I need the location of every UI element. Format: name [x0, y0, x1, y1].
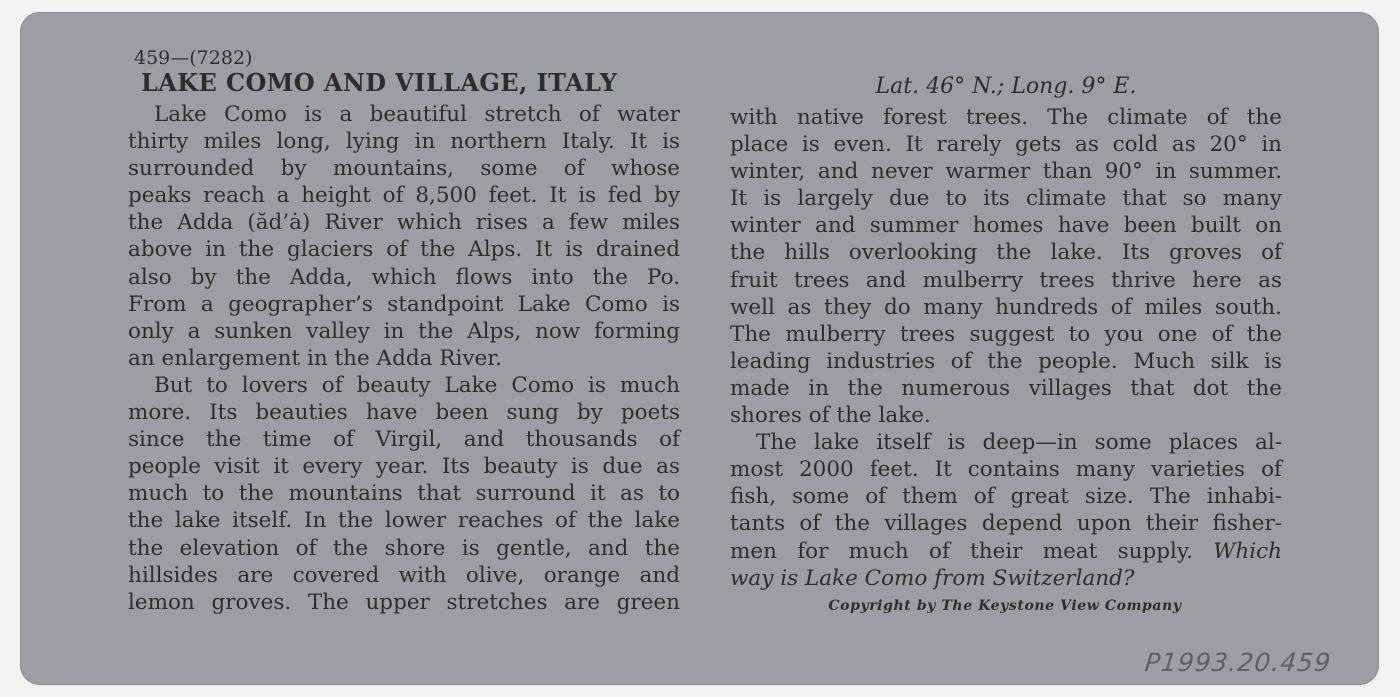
text-line: the hills overlooking the lake. Its groves of	[730, 240, 1282, 266]
text-line: people visit it every year. Its beauty is due as	[128, 454, 680, 480]
text-line: an enlargement in the Adda River.	[128, 345, 502, 371]
text-line: surrounded by mountains, some of whose	[128, 156, 680, 182]
text-line: leading industries of the people. Much silk is	[730, 348, 1282, 374]
catalog-number: 459—(7282)	[134, 47, 253, 69]
right-column-text	[730, 104, 1282, 592]
text-line: also by the Adda, which flows into the Po.	[128, 264, 680, 290]
text-line: well as they do many hundreds of miles south.	[730, 294, 1282, 320]
text-line: The lake itself is deep—in some places al-	[756, 430, 1282, 456]
question-text-start: Which	[1213, 538, 1282, 564]
left-column-text	[128, 101, 680, 616]
text-line: the lake itself. In the lower reaches of the lake	[128, 508, 680, 534]
text-line: peaks reach a height of 8,500 feet. It is fed by	[128, 183, 680, 209]
text-line: most 2000 feet. It contains many varieties of	[730, 457, 1282, 483]
text-line: fruit trees and mulberry trees thrive here as	[730, 267, 1282, 293]
text-line: The mulberry trees suggest to you one of the	[730, 321, 1282, 347]
text-line: more. Its beauties have been sung by poets	[128, 400, 680, 426]
text-line: Lake Como is a beautiful stretch of water	[154, 102, 680, 127]
text-line: From a geographer’s standpoint Lake Como is	[128, 291, 680, 317]
text-line: above in the glaciers of the Alps. It is drained	[128, 237, 680, 263]
text-line: But to lovers of beauty Lake Como is much	[154, 372, 680, 398]
text-line: shores of the lake.	[730, 403, 931, 429]
copyright-line: Copyright by The Keystone View Company	[828, 598, 1182, 614]
text-line: winter, and never warmer than 90° in summer.	[730, 159, 1282, 185]
text-line: much to the mountains that surround it as to	[128, 481, 680, 507]
text-line: since the time of Virgil, and thousands of	[128, 427, 680, 453]
text-line: fish, some of them of great size. The inhabi-	[730, 484, 1282, 510]
text-line: place is even. It rarely gets as cold as 20° in	[730, 132, 1282, 158]
lat-long: Lat. 46° N.; Long. 9° E.	[875, 74, 1137, 99]
stereoview-card-back	[20, 12, 1379, 685]
text-line: with native forest trees. The climate of the	[730, 105, 1282, 130]
text-line: tants of the villages depend upon their fisher-	[730, 511, 1282, 537]
text-line: the elevation of the shore is gentle, and the	[128, 535, 680, 561]
question-text: way is Lake Como from Switzerland?	[730, 565, 1135, 591]
accession-number: P1993.20.459	[1143, 648, 1333, 677]
text-line: the Adda (ăd’ȧ) River which rises a few miles	[128, 210, 680, 236]
text-line-with-question	[730, 538, 1282, 565]
text-line: made in the numerous villages that dot the	[730, 375, 1282, 401]
text-line: winter and summer homes have been built on	[730, 213, 1282, 239]
text-line: lemon groves. The upper stretches are green	[128, 589, 680, 615]
text-line: It is largely due to its climate that so many	[730, 186, 1282, 212]
card-title: LAKE COMO AND VILLAGE, ITALY	[141, 68, 618, 97]
text-line: hillsides are covered with olive, orange and	[128, 562, 680, 588]
text-line: thirty miles long, lying in northern Italy. It is	[128, 129, 680, 155]
text-fragment: men for much of their meat supply.	[730, 538, 1194, 564]
text-line: only a sunken valley in the Alps, now forming	[128, 318, 680, 344]
